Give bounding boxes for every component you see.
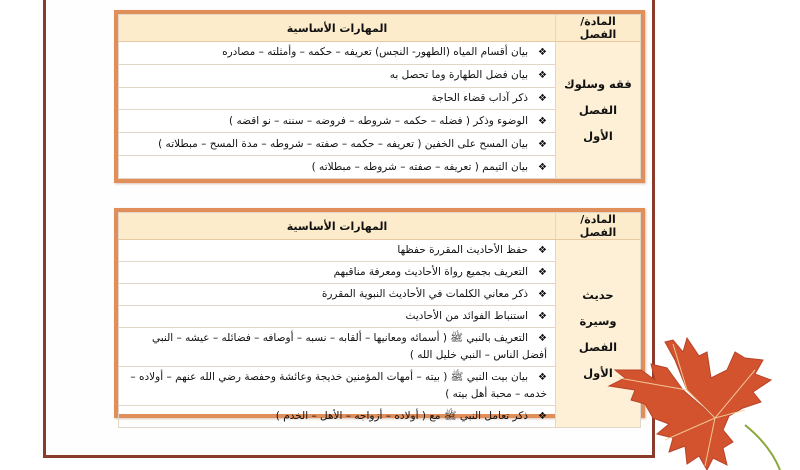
- skill-text: ذكر تعامل النبي ﷺ مع ( أولاده – أزواجه – الأهل – الخدم ): [275, 410, 528, 422]
- skill-text: بيان المسح على الخفين ( تعريفه – حكمه – صفته – شروطه – مدة المسح – مبطلاته ): [158, 137, 528, 150]
- diamond-bullet-icon: ❖: [538, 70, 547, 82]
- skills-column-header: المهارات الأساسية: [119, 15, 556, 42]
- semester-name: الفصل الأول: [578, 103, 618, 143]
- skill-row: [119, 110, 556, 133]
- skills-table-hadith: [114, 208, 645, 422]
- skill-text: حفظ الأحاديث المقررة حفظها: [397, 244, 528, 256]
- skill-text: ذكر آداب قضاء الحاجة: [431, 92, 528, 105]
- skill-row: [119, 240, 556, 262]
- skill-text: الوضوء وذكر ( فضله – حكمه – شروطه – فروضه – سننه – نو اقضه ): [229, 114, 528, 127]
- subject-name: حديث وسيرة: [579, 287, 617, 328]
- skill-text: بيان التيمم ( تعريفه – صفته – شروطه – مبطلاته ): [311, 160, 528, 173]
- skill-text: بيان أقسام المياه (الطهور- النجس) تعريفه – حكمه – وأمثلته – مصادره: [222, 46, 528, 59]
- skills-table-fiqh: [114, 10, 645, 183]
- skill-row: [119, 133, 556, 156]
- skill-text: ذكر معاني الكلمات في الأحاديث النبوية المقررة: [321, 288, 528, 300]
- skill-text: بيان بيت النبي ﷺ ( بيته – أمهات المؤمنين خديجة وعائشة وحفصة رضي الله عنهم – أولاده – خدمه – محبة أهل بيته ): [130, 371, 547, 400]
- diamond-bullet-icon: ❖: [538, 93, 547, 105]
- subject-column-header: المادة/الفصل: [556, 15, 641, 42]
- skill-row: [119, 262, 556, 284]
- skill-text: التعريف بجميع رواة الأحاديث ومعرفة مناقبهم: [333, 266, 528, 278]
- skill-text: بيان فضل الطهارة وما تحصل به: [389, 69, 528, 82]
- diamond-bullet-icon: ❖: [538, 411, 547, 422]
- diamond-bullet-icon: ❖: [538, 289, 547, 300]
- skill-row: [119, 306, 556, 328]
- diamond-bullet-icon: ❖: [538, 267, 547, 278]
- skill-row: [119, 64, 556, 87]
- subject-name: فقه وسلوك: [564, 77, 632, 91]
- diamond-bullet-icon: ❖: [538, 47, 547, 59]
- diamond-bullet-icon: ❖: [538, 311, 547, 322]
- diamond-bullet-icon: ❖: [538, 115, 547, 127]
- subject-column-header: المادة/الفصل: [556, 213, 641, 240]
- diamond-bullet-icon: ❖: [538, 138, 547, 150]
- skills-column-header: المهارات الأساسية: [119, 213, 556, 240]
- skill-row: [119, 42, 556, 65]
- skill-text: استنباط الفوائد من الأحاديث: [405, 310, 528, 322]
- diamond-bullet-icon: ❖: [538, 245, 547, 256]
- skill-row: [119, 328, 556, 367]
- skill-row: [119, 156, 556, 179]
- skill-row: [119, 406, 556, 428]
- skill-row: [119, 87, 556, 110]
- diamond-bullet-icon: ❖: [538, 333, 547, 344]
- skill-row: [119, 284, 556, 306]
- diamond-bullet-icon: ❖: [538, 372, 547, 383]
- skill-row: [119, 367, 556, 406]
- diamond-bullet-icon: ❖: [538, 161, 547, 173]
- maple-leaf-icon: [595, 330, 785, 470]
- skill-text: التعريف بالنبي ﷺ ( أسمائه ومعانيها – ألقابه – نسبه – أوصافه – فضائله – عيشه – النبي أفضل الناس – النبي خليل الله ): [152, 332, 547, 361]
- subject-cell: [556, 42, 641, 179]
- semester-name: الفصل الأول: [578, 339, 618, 380]
